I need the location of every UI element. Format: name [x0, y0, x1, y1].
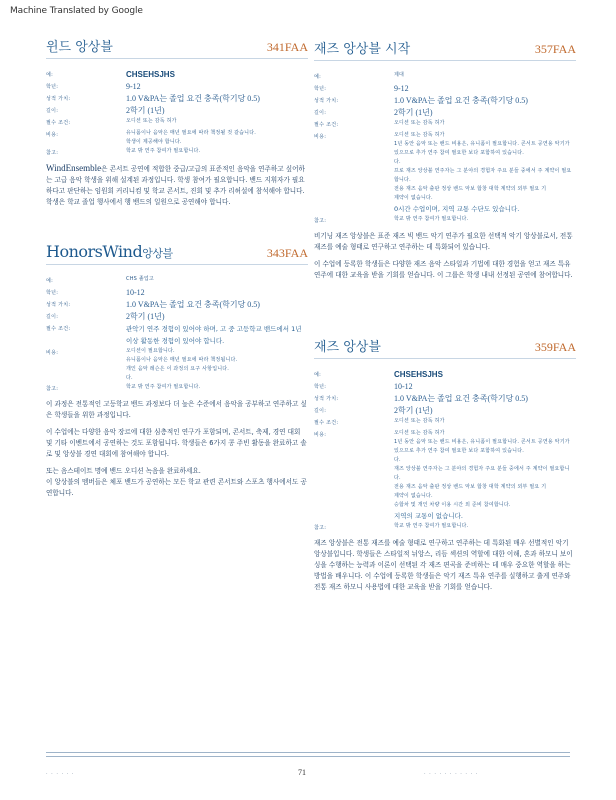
field-label: 성적 가치: [314, 396, 339, 402]
lead-word: WindEnsemble [46, 163, 102, 173]
field-label: 예: [46, 72, 54, 78]
field-value-line: 오디션 또는 감독 허가 [394, 430, 445, 436]
field-value-line: 1년 동안 음악 또는 밴드 비용은, 유니폼이 필요합니다. 콘서트 공연용 악기가 있으므로 추가 연주 참여 필요한 보다 포함하여 있습니다. [394, 141, 570, 156]
course-title-part: 앙상블 [142, 247, 173, 260]
field-label: 예: [314, 372, 322, 378]
footer-right-text: · · · · · · · · · · · [424, 771, 479, 777]
field-label: 필수 조건: [46, 326, 71, 332]
field-label: 길이: [46, 314, 59, 320]
field-value: 1.0 V&PA는 졸업 요건 충족(학기당 0.5) [394, 394, 528, 403]
field-value-line: 1년 동안 음악 또는 밴드 비용은, 유니폼이 필요합니다. 콘서트 공연용 악기가 있으므로 추가 연주 참여 필요한 보다 포함하여 있습니다. [394, 439, 570, 454]
field-value-line: 오디션이 필요합니다. [126, 348, 175, 354]
description-paragraph: 이 수업에는 다양한 음악 장르에 대한 심층적인 연구가 포함되며, 콘서트, 축제, 경연 대회 및 기타 이벤트에서 공연하는 것도 포함됩니다. 학생들은 6가지 콩 주빈 활동을 완료하고 솔로 및 앙상블 경연 대회에 참여해야 합니다. [46, 428, 307, 458]
machine-translation-banner: Machine Translated by Google [10, 6, 143, 16]
course-description [314, 231, 576, 281]
course-jazz-ensemble [314, 336, 576, 599]
field-value: CHSEHSJHS [394, 370, 443, 379]
field-label: 필수 조건: [314, 122, 339, 128]
field-label: 필수 조건: [314, 420, 339, 426]
course-code: 343FAA [266, 246, 308, 260]
course-beginning-jazz-ensemble [314, 38, 576, 287]
field-value: 2학기 (1년) [394, 108, 433, 117]
field-value-line: 제약이 없습니다. [394, 493, 433, 499]
field-label: 길이: [314, 408, 327, 414]
field-value: 2학기 (1년) [394, 406, 433, 415]
course-wind-ensemble [46, 36, 308, 214]
field-value: 2학기 (1년) [126, 312, 165, 321]
description-paragraph: 또는 음스테이트 명예 밴드 오디션 녹음을 완료하세요. [46, 467, 201, 475]
course-title-part: Wind [102, 242, 143, 261]
footer-left-text: · · · · · · [46, 771, 75, 777]
field-label: 학년: [314, 384, 327, 390]
field-value: 오디션 또는 감독 허가 [126, 118, 177, 124]
field-value-line: 유니폼이나 음악은 매년 필요에 따라 책정됩니다. [126, 357, 238, 363]
field-label: 성적 가치: [314, 98, 339, 104]
course-code: 359FAA [534, 340, 576, 354]
course-title-part: Honors [46, 242, 103, 261]
footer-rule-top [46, 752, 570, 753]
field-value: 오디션 또는 감독 허가 [394, 418, 445, 424]
description-paragraph: 이 과정은 전통적인 고등학교 밴드 과정보다 더 높은 수준에서 음악을 공부하고 연주하고 싶은 학생들을 위한 과정입니다. [46, 400, 307, 419]
field-value-line: 제약이 없습니다. [394, 195, 433, 201]
field-value: 9-12 [126, 82, 141, 91]
field-value-line: 학교 밖 연주 참여가 필요합니다. [394, 216, 469, 222]
field-label: 필수 조건: [46, 120, 71, 126]
field-value-line: 재즈 앙상블 연주자는 그 분야의 경험자 주요 분들 중에서 주 계약이 필요합니다. [394, 466, 570, 481]
field-value-line: 학교 밖 연주 참여가 필요합니다. [126, 384, 201, 390]
description-paragraph: 재즈 앙상블은 전통 재즈를 예술 형태로 연구하고 연주하는 데 특화된 매우 선별적인 악기 앙상블입니다. 학생들은 스타일적 뉘앙스, 리듬 섹션의 역할에 대한 이해, 혼과 하모니 보이싱을 수행하는 능력과 이론이 선택된 각 재즈 편곡을 준비하는 데 매우 중요한 역할을 하는 방법을 배우니다. 이 수업에 등록한 학생들은 악기 재즈 특유 연주를 실행하고 출게 연주와 전통 재즈 하모니 사용법에 대한 교육을 받을 기회를 얻습니다. [314, 539, 573, 591]
field-label [314, 510, 394, 522]
field-value-line: 프로 재즈 앙상블 연주자는 그 분야의 경험자 주요 분들 중에서 주 계약이 필요합니다. [394, 168, 572, 183]
course-title: 재즈 앙상블 시작 [314, 42, 411, 57]
field-label: 참고: [314, 525, 327, 531]
field-value: 1.0 V&PA는 졸업 요건 충족(학기당 0.5) [126, 300, 260, 309]
field-value: 제대 [394, 72, 405, 78]
field-label: 길이: [46, 108, 59, 114]
field-label: 참고: [46, 386, 59, 392]
course-description [46, 399, 308, 499]
field-value: 10-12 [394, 382, 413, 391]
field-value-line: 학교 밖 연주 참여가 필요합니다. [126, 148, 201, 154]
field-value: 10-12 [126, 288, 145, 297]
footer-rule-bottom [46, 756, 570, 757]
field-value-line: 오디션 또는 감독 허가 [394, 132, 445, 138]
description-text: 은 콘서트 공연에 적합한 중급/고급의 표준적인 음악을 연주하고 싶어하는 고급 음악 학생을 위해 설계된 과정입니다. 학생 참여가 필요합니다. 밴드 지휘자가 필요하다고 판단하는 임원회 커리니컴 및 학교 콘서트, 진회 및 추가 리허설에 참석해야 합니다. 학생은 학교 졸업 행사에서 행 밴드의 일원으로 공연해야 합니다. [46, 165, 305, 206]
field-value: CHS 졸업고 [126, 276, 154, 282]
field-value-line: 전용 재즈 음악 출판 정상 밴드 악보 합창 대학 계약의 외부 필요 기 [394, 484, 547, 490]
field-value: 9-12 [394, 84, 409, 93]
field-value-line: 개인 음악 레슨은 이 과정의 요구 사항입니다. [126, 366, 230, 372]
field-value: 2학기 (1년) [126, 106, 165, 115]
field-value-line: 학생이 제공해야 합니다. [126, 139, 182, 145]
page-number: 71 [298, 768, 306, 777]
field-value: CHSEHSJHS [126, 70, 175, 79]
field-label: 예: [46, 278, 54, 284]
field-label: 학년: [314, 86, 327, 92]
description-paragraph: 이 앙상블의 멤버들은 체포 밴드가 공연하는 모든 학교 관련 콘서트와 스포츠 행사에서도 공연합니다. [46, 478, 307, 497]
field-value-line: 승합차 및 개인 차량 이용 시간 외 준비 참여합니다. [394, 502, 511, 508]
field-label: 성적 가치: [46, 96, 71, 102]
course-description [314, 538, 576, 593]
field-value-line: 다. [394, 159, 401, 165]
course-title: 재즈 앙상블 [314, 340, 381, 355]
field-value-strong: 지역의 교통이 없습니다. [394, 512, 463, 520]
field-label [314, 203, 394, 215]
course-header [314, 336, 576, 359]
course-header [46, 36, 308, 59]
field-label: 참고: [314, 218, 327, 224]
course-header [314, 38, 576, 61]
field-label: 성적 가치: [46, 302, 71, 308]
field-label: 비용: [46, 350, 59, 356]
course-description [46, 163, 308, 208]
field-label: 비용: [314, 432, 327, 438]
field-label: 비용: [46, 132, 59, 138]
field-value-line: 학교 밖 연주 참여가 필요합니다. [394, 523, 469, 529]
course-code: 341FAA [266, 40, 308, 54]
field-value-line: 다. [126, 375, 133, 381]
course-code: 357FAA [534, 42, 576, 56]
field-value: 오디션 또는 감독 허가 [394, 120, 445, 126]
field-label: 참고: [46, 150, 59, 156]
field-value: 관악기 연주 경험이 있어야 하며, 고 중 고등학교 밴드에서 1년 이상 활동한 경험이 있어야 합니다. [126, 325, 302, 345]
description-paragraph: 이 수업에 등록한 학생들은 다양한 재즈 음악 스타일과 기법에 대한 경험을 얻고 재즈 특유 연주에 대한 교육을 받을 기회를 얻습니다. 이 그룹은 학생 내내 선정된 공연에 참여합니다. [314, 260, 573, 279]
course-header [46, 242, 308, 265]
course-honors-wind-ensemble [46, 242, 308, 505]
course-title [46, 242, 173, 261]
field-value-strong: 0시간 수업이며, 지역 교통 수단도 있습니다. [394, 205, 520, 213]
field-label: 길이: [314, 110, 327, 116]
course-title: 윈드 앙상블 [46, 40, 113, 55]
field-label: 학년: [46, 84, 59, 90]
field-value-line: 유니폼이나 음악은 매년 필요에 따라 책정될 것 같습니다. [126, 130, 257, 136]
field-value-line: 다. [394, 457, 401, 463]
field-value-line: 전용 재즈 음악 출판 정상 밴드 악보 합창 대학 계약의 외부 필요 기 [394, 186, 547, 192]
field-label: 학년: [46, 290, 59, 296]
field-label: 비용: [314, 134, 327, 140]
field-value: 1.0 V&PA는 졸업 요건 충족(학기당 0.5) [126, 94, 260, 103]
field-label: 예: [314, 74, 322, 80]
description-paragraph: 비기닝 재즈 앙상블은 표준 재즈 빅 밴드 악기 연주가 필요한 선택적 악기 앙상블로서, 전통 재즈를 예술 형태로 연구하고 연주하는 데 특화되어 있습니다. [314, 232, 573, 251]
field-value: 1.0 V&PA는 졸업 요건 충족(학기당 0.5) [394, 96, 528, 105]
